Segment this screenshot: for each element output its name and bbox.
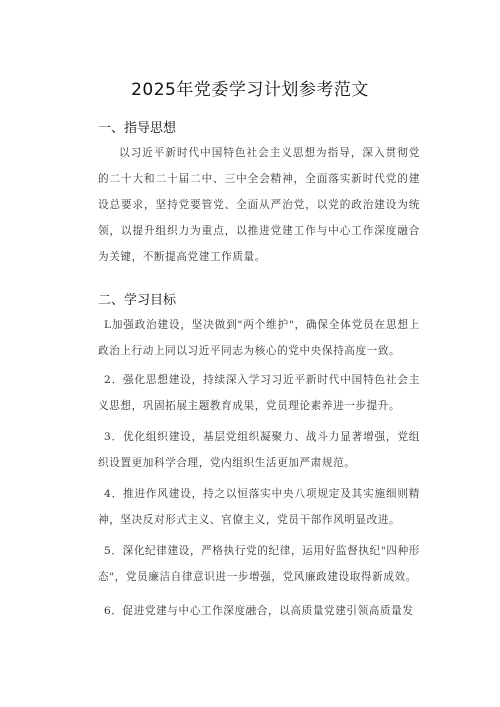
document-title: 2025年党委学习计划参考范文 [131,80,369,100]
learning-goal-item-3: 3．优化组织建设，基层党组织凝聚力、战斗力显著增强，党组织设置更加科学合理，党内组织生活更加严肃规范。 [98,431,420,469]
learning-goal-item-1: L加强政治建设，坚决做到"两个维护"，确保全体党员在思想上政治上行动上同以习近平同志为核心的党中央保持高度一致。 [98,319,420,357]
learning-goal-item-6: 6．促进党建与中心工作深度融合，以高质量党建引领高质量发 [104,605,414,617]
section-heading-guiding-thought: 一、指导思想 [98,121,177,136]
guiding-thought-paragraph: 以习近平新时代中国特色社会主义思想为指导，深入贯彻党的二十大和二十届二中、三中全会精神，全面落实新时代党的建设总要求，坚持党要管党、全面从严治党，以党的政治建设为统领，以提升组织力为重点，以推进党建工作与中心工作深度融合为关键，不断提高党建工作质量。 [98,147,420,263]
learning-goal-item-2: 2．强化思想建设，持续深入学习习近平新时代中国特色社会主义思想，巩固拓展主题教育成果，党员理论素养进一步提升。 [98,374,420,412]
section-heading-learning-goals: 二、学习目标 [98,293,177,308]
learning-goal-item-5: 5．深化纪律建设，严格执行党的纪律，运用好监督执纪"四种形态"，党员廉洁自律意识进一步增强，党风廉政建设取得新成效。 [98,545,420,583]
learning-goal-item-4: 4．推进作风建设，持之以恒落实中央八项规定及其实施细则精神，坚决反对形式主义、官僚主义，党员干部作风明显改进。 [98,488,420,526]
